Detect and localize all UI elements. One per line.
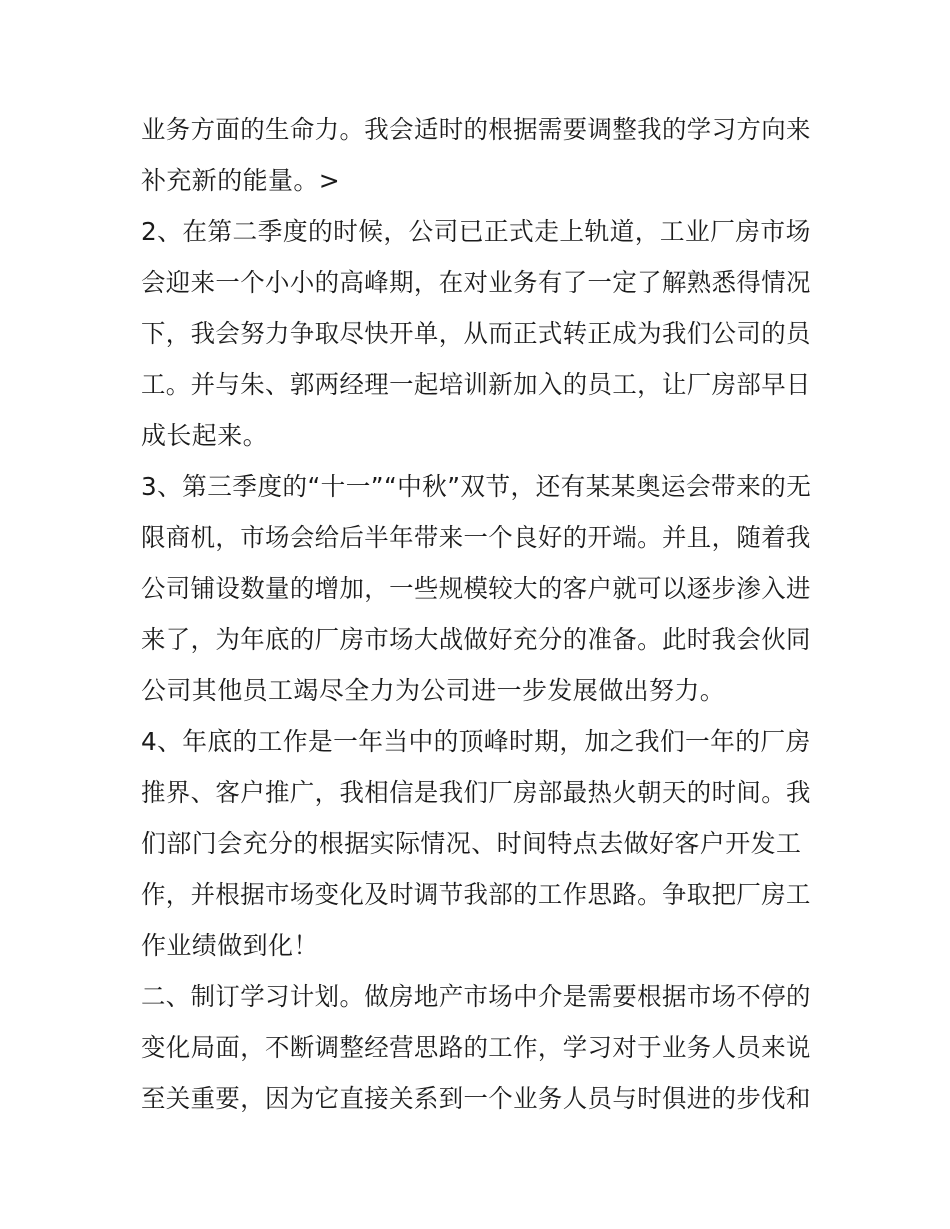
text-line-5: 下，我会努力争取尽快开单，从而正式转正成为我们公司的员	[141, 319, 811, 348]
text-line-14: 推界、客户推广，我相信是我们厂房部最热火朝天的时间。我	[141, 778, 811, 807]
text-line-13: 4、年底的工作是一年当中的顶峰时期，加之我们一年的厂房	[141, 727, 811, 756]
text-line-9: 限商机，市场会给后半年带来一个良好的开端。并且，随着我	[141, 523, 811, 552]
text-line-16: 作，并根据市场变化及时调节我部的工作思路。争取把厂房工	[141, 880, 811, 909]
text-line-11: 来了，为年底的厂房市场大战做好充分的准备。此时我会伙同	[141, 625, 811, 654]
text-line-8: 3、第三季度的“十一”“中秋”双节，还有某某奥运会带来的无	[141, 472, 812, 501]
text-line-3: 2、在第二季度的时候，公司已正式走上轨道，工业厂房市场	[141, 217, 811, 246]
text-line-2: 补充新的能量。>	[141, 166, 341, 195]
text-line-15: 们部门会充分的根据实际情况、时间特点去做好客户开发工	[141, 829, 802, 858]
text-line-6: 工。并与朱、郭两经理一起培训新加入的员工，让厂房部早日	[141, 370, 811, 399]
text-line-1: 业务方面的生命力。我会适时的根据需要调整我的学习方向来	[141, 115, 811, 144]
text-line-19: 变化局面，不断调整经营思路的工作，学习对于业务人员来说	[141, 1033, 811, 1062]
text-line-18: 二、制订学习计划。做房地产市场中介是需要根据市场不停的	[141, 982, 811, 1011]
text-line-4: 会迎来一个小小的高峰期，在对业务有了一定了解熟悉得情况	[141, 268, 811, 297]
text-line-20: 至关重要，因为它直接关系到一个业务人员与时俱进的步伐和	[141, 1084, 811, 1113]
text-line-12: 公司其他员工竭尽全力为公司进一步发展做出努力。	[141, 676, 726, 705]
text-line-10: 公司铺设数量的增加，一些规模较大的客户就可以逐步渗入进	[141, 574, 811, 603]
text-line-7: 成长起来。	[141, 421, 269, 450]
text-line-17: 作业绩做到化！	[141, 931, 319, 960]
